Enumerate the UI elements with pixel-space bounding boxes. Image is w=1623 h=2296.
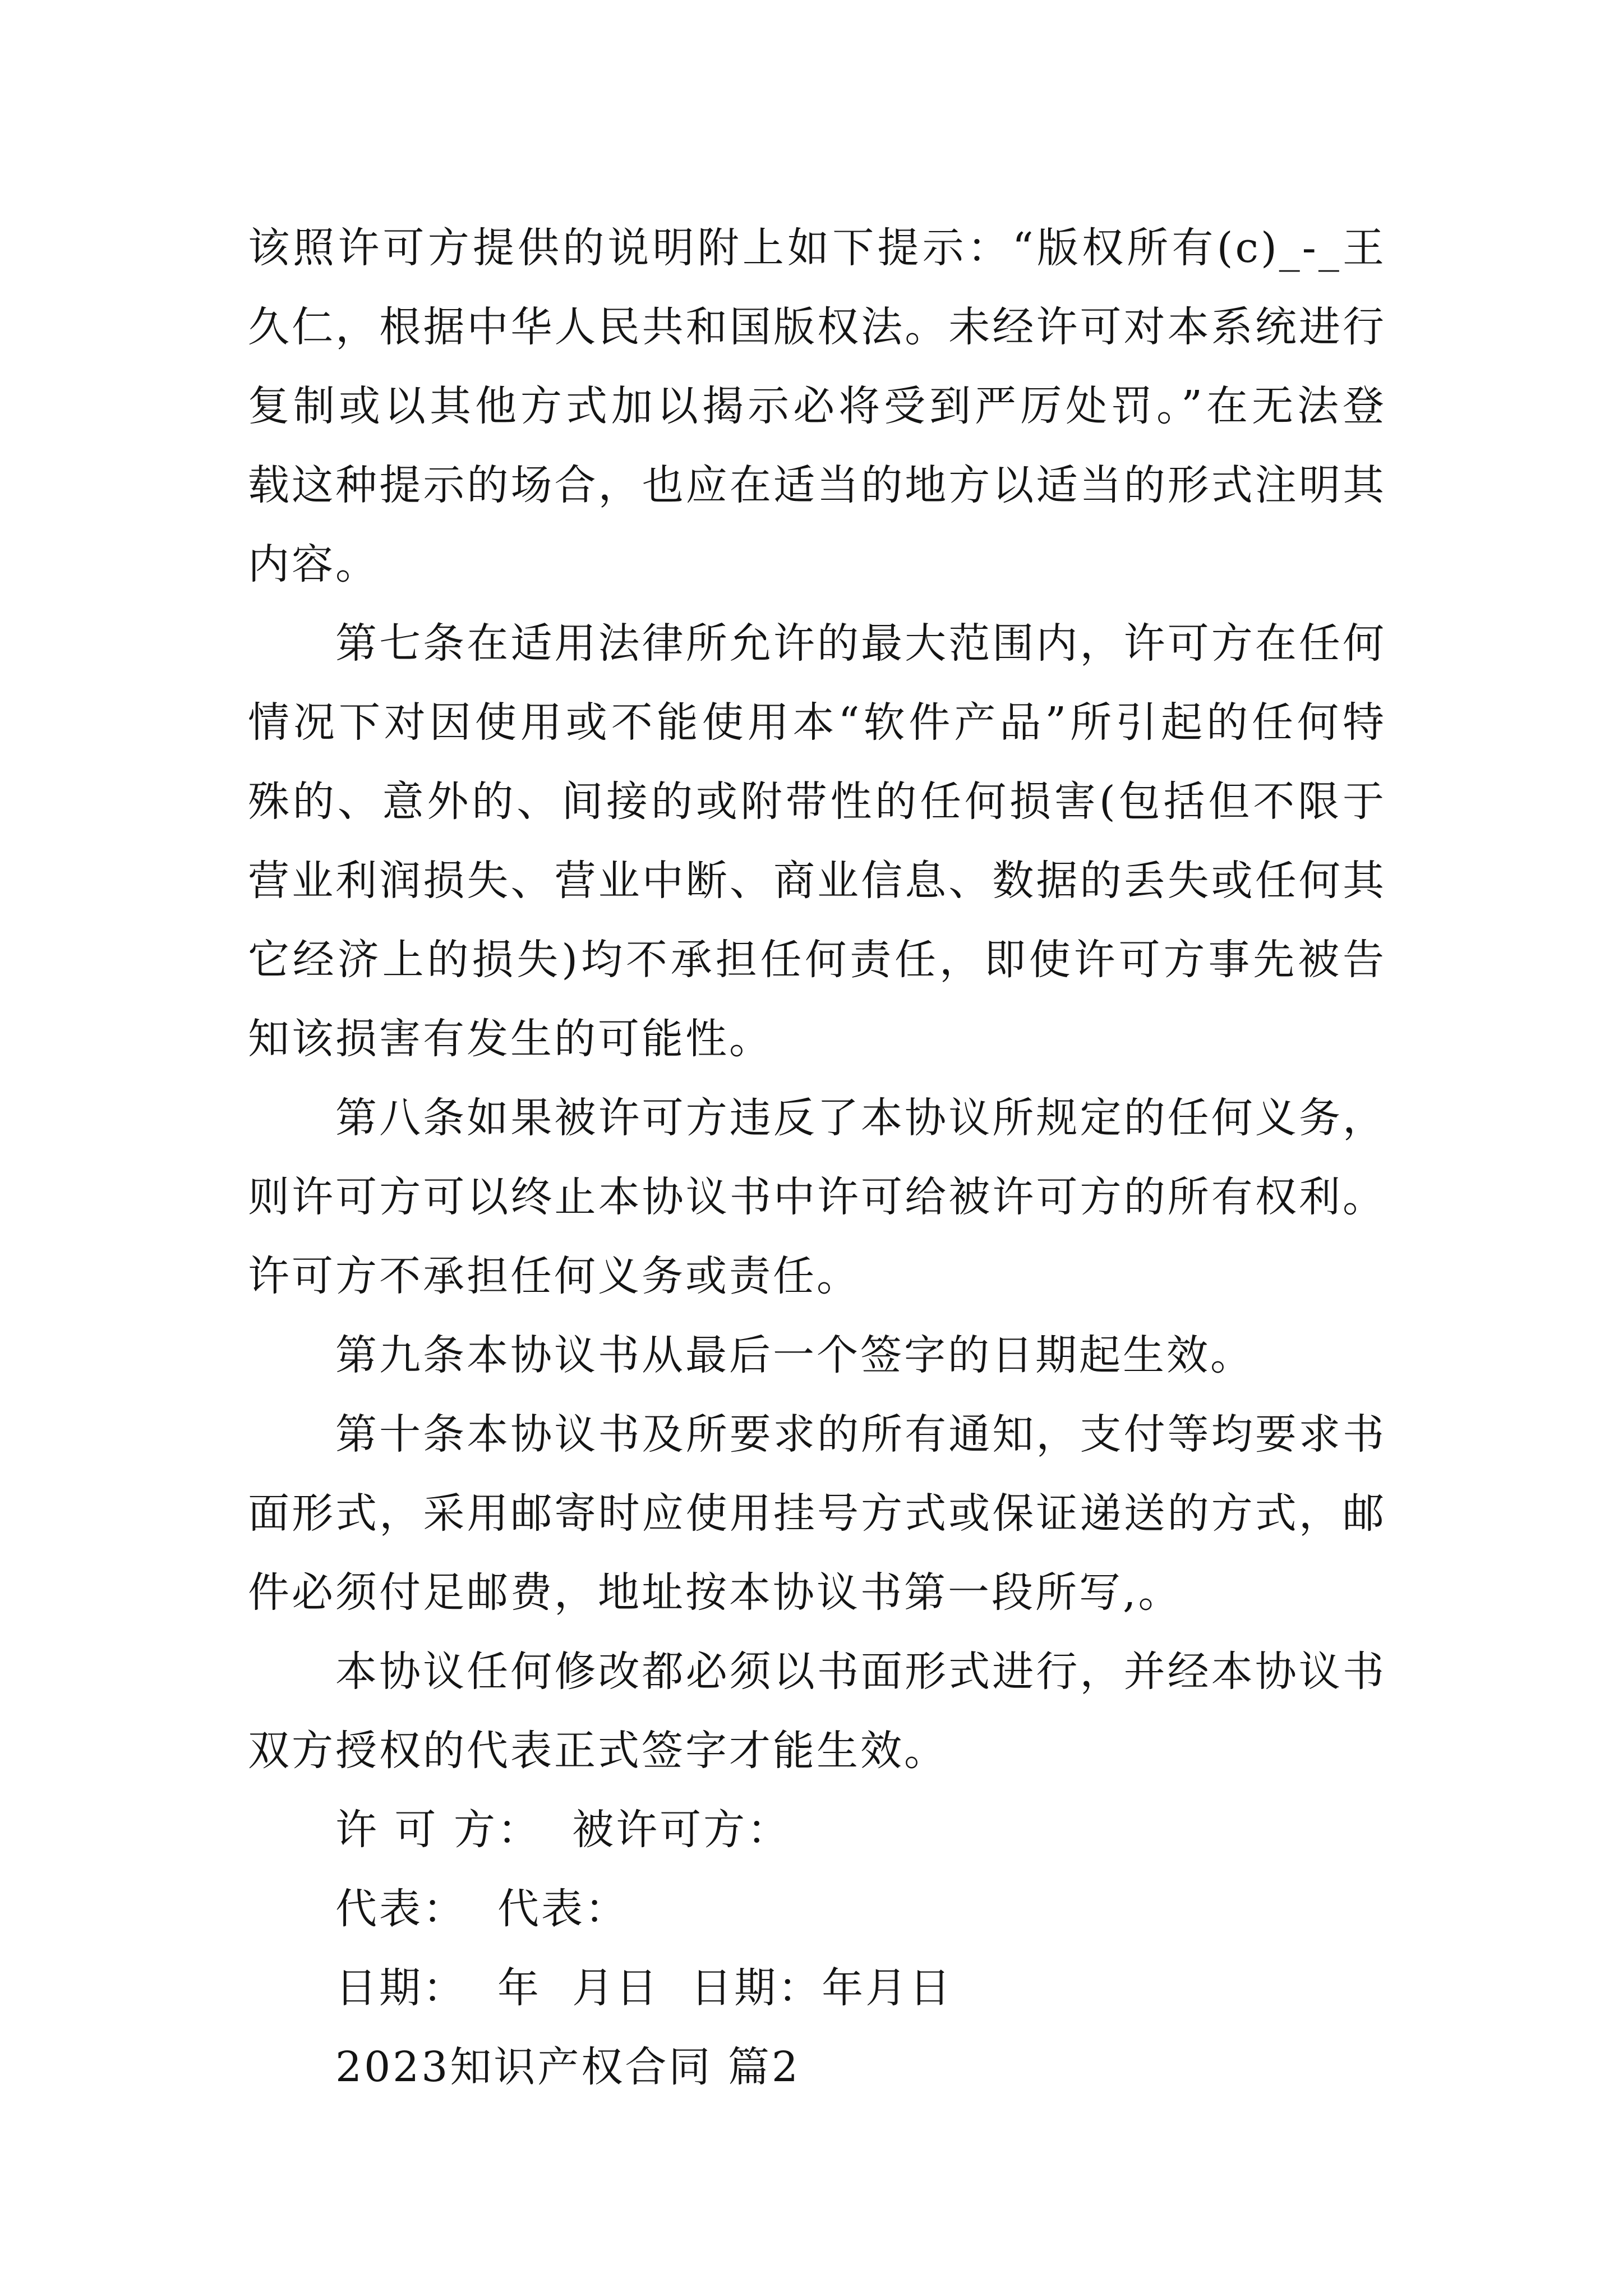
paragraph-amendment-clause: 本协议任何修改都必须以书面形式进行，并经本协议书双方授权的代表正式签字才能生效。 xyxy=(248,1648,1386,1775)
signature-dates-line: 日期： 年 月日 日期：年月日 xyxy=(335,1964,953,2012)
paragraph-article-9: 第九条本协议书从最后一个签字的日期起生效。 xyxy=(335,1331,1254,1379)
paragraph-article-7: 第七条在适用法律所允许的最大范围内，许可方在任何情况下对因使用或不能使用本“软件产品”所引起的任何特殊的、意外的、间接的或附带性的任何损害(包括但不限于营业利润损失、营业中断、商业信息、数据的丢失或任何其它经济上的损失)均不承担任何责任，即使许可方事先被告知该损害有发生的可能性。 xyxy=(248,619,1386,1063)
next-section-heading: 2023知识产权合同 篇2 xyxy=(335,2043,800,2091)
signature-representatives-line: 代表： 代表： xyxy=(335,1885,629,1933)
signature-block xyxy=(248,1791,1386,2028)
paragraph-continued-notice: 该照许可方提供的说明附上如下提示：“版权所有(c)_-_王久仁，根据中华人民共和国版权法。未经许可对本系统进行复制或以其他方式加以揭示必将受到严厉处罚。”在无法登载这种提示的场合，也应在适当的地方以适当的形式注明其内容。 xyxy=(248,224,1386,588)
signature-parties-line: 许 可 方： 被许可方： xyxy=(335,1806,791,1854)
paragraph-article-8: 第八条如果被许可方违反了本协议所规定的任何义务，则许可方可以终止本协议书中许可给被许可方的所有权利。许可方不承担任何义务或责任。 xyxy=(248,1094,1386,1300)
paragraph-article-10: 第十条本协议书及所要求的所有通知，支付等均要求书面形式，采用邮寄时应使用挂号方式或保证递送的方式，邮件必须付足邮费，地址按本协议书第一段所写,。 xyxy=(248,1410,1386,1617)
document-page xyxy=(248,209,1386,2107)
